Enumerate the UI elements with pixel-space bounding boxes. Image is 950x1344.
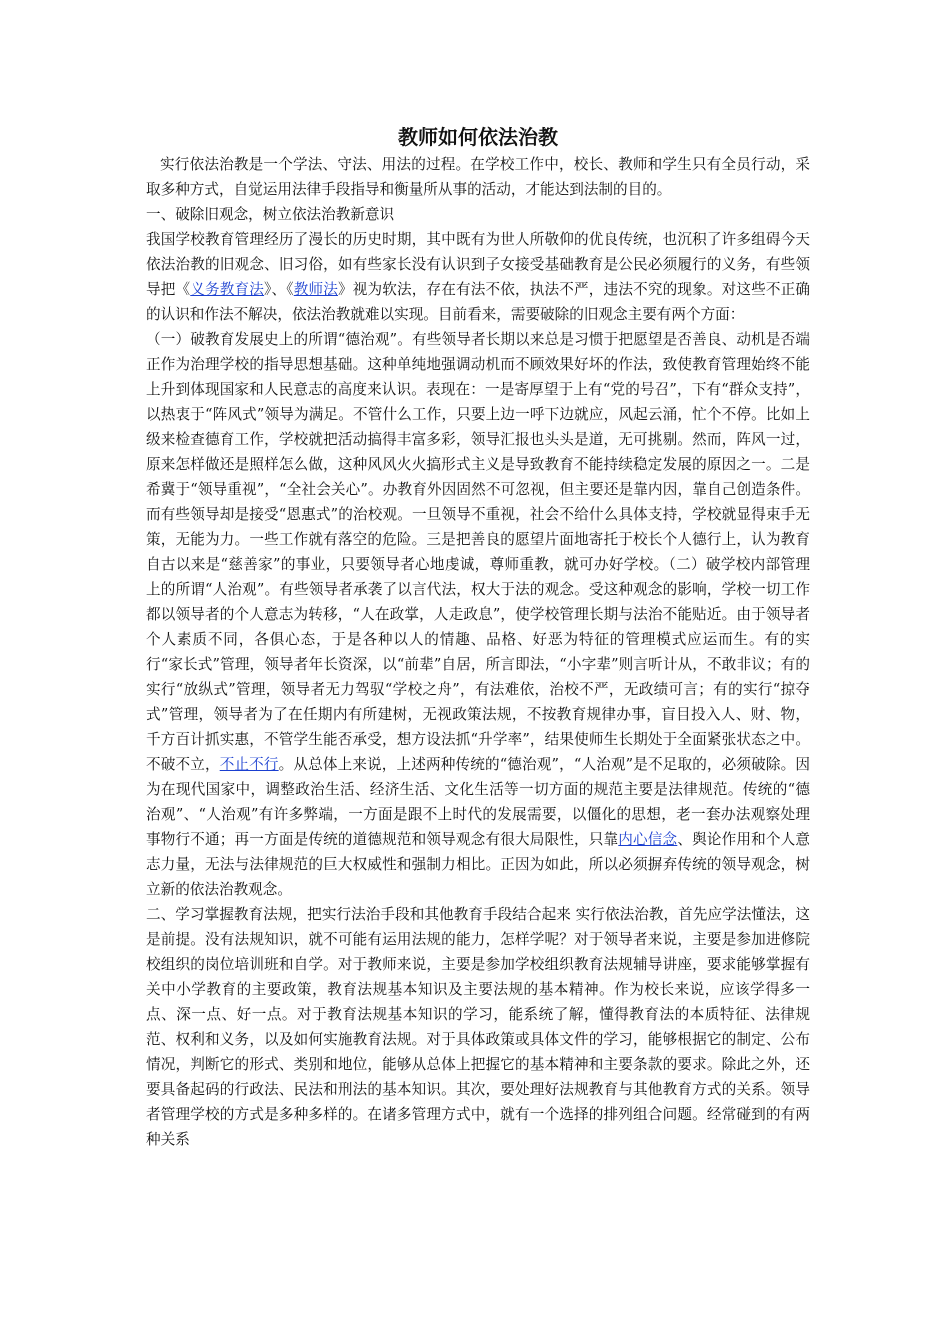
paragraph-1-text-b: 》、《 (264, 281, 294, 298)
paragraph-1-text-a: 我国学校教育管理经历了漫长的历史时期，其中既有为世人所敬仰的优良传统，也沉积了许多组碍今天依法治教的旧观念、旧习俗，如有些家长没有认识到子女接受基础教育是公民必须履行的义务，有些领导把《 (146, 231, 810, 298)
paragraph-2-text-b: 。从总体上来说，上述两种传统的“德治观”，“人治观”是不足取的，必须破除。因为在现代国家中，调整政治生活、经济生活、文化生活等一切方面的规范主要是法律规范。传统的“德治观”、“人治观”有许多弊端，一方面是跟不上时代的发展需要，以僵化的思想，老一套办法观察处理事物行不通；再一方面是传统的道德规范和领导观念有很大局限性，只靠 (146, 756, 810, 848)
intro-paragraph: 实行依法治教是一个学法、守法、用法的过程。在学校工作中，校长、教师和学生只有全员行动，采取多种方式，自觉运用法律手段指导和衡量所从事的活动，才能达到法制的目的。 (146, 156, 810, 198)
paragraph-1-text-c: 》视为软法，存在有法不依，执法不严，违法不究的现象。对这些不正确的认识和作法不解决，依法治教就难以实现。目前看来，需要破除的旧观念主要有两个方面： (146, 281, 810, 323)
link-buzhi-buxing[interactable]: 不止不行 (219, 756, 279, 773)
document-title: 教师如何依法治教 (398, 125, 558, 149)
link-inner-belief[interactable]: 内心信念 (618, 831, 678, 848)
link-teachers-law[interactable]: 教师法 (293, 281, 338, 298)
document-page (146, 122, 810, 1152)
paragraph-1 (146, 227, 810, 327)
link-compulsory-education-law[interactable]: 义务教育法 (190, 281, 265, 298)
paragraph-2-text-c: 、舆论作用和个人意志力量，无法与法律规范的巨大权威性和强制力相比。正因为如此，所以必须摒弃传统的领导观念，树立新的依法治教观念。 (146, 831, 810, 898)
section-heading-1: 一、破除旧观念，树立依法治教新意识 (146, 206, 395, 223)
paragraph-3: 二、学习掌握教育法规，把实行法治手段和其他教育手段结合起来 实行依法治教，首先应学法懂法，这是前提。没有法规知识，就不可能有运用法规的能力，怎样学呢？对于领导者来说，主要是参加进修院校组织的岗位培训班和自学。对于教师来说，主要是参加学校组织教育法规辅导讲座，要求能够掌握有关中小学教育的主要政策，教育法规基本知识及主要法规的基本精神。作为校长来说，应该学得多一点、深一点、好一点。对于教育法规基本知识的学习，能系统了解，懂得教育法的本质特征、法律规范、权利和义务，以及如何实施教育法规。对于具体政策或具体文件的学习，能够根据它的制定、公布情况，判断它的形式、类别和地位，能够从总体上把握它的基本精神和主要条款的要求。除此之外，还要具备起码的行政法、民法和刑法的基本知识。其次，要处理好法规教育与其他教育方式的关系。领导者管理学校的方式是多种多样的。在诸多管理方式中，就有一个选择的排列组合问题。经常碰到的有两种关系 (146, 906, 810, 1148)
paragraph-2 (146, 327, 810, 902)
paragraph-2-text-a: （一）破教育发展史上的所谓“德治观”。有些领导者长期以来总是习惯于把愿望是否善良、动机是否端正作为治理学校的指导思想基础。这种单纯地强调动机而不顾效果好坏的作法，致使教育管理始终不能上升到体现国家和人民意志的高度来认识。表现在：一是寄厚望于上有“党的号召”，下有“群众支持”，以热衷于“阵风式”领导为满足。不管什么工作，只要上边一呼下边就应，风起云涌，忙个不停。比如上级来检查德育工作，学校就把活动搞得丰富多彩，领导汇报也头头是道，无可挑剔。然而，阵风一过，原来怎样做还是照样怎么做，这种风风火火搞形式主义是导致教育不能持续稳定发展的原因之一。二是希冀于“领导重视”，“全社会关心”。办教育外因固然不可忽视，但主要还是靠内因，靠自己创造条件。而有些领导却是接受“恩惠式”的治校观。一旦领导不重视，社会不给什么具体支持，学校就显得束手无策，无能为力。一些工作就有落空的危险。三是把善良的愿望片面地寄托于校长个人德行上，认为教育自古以来是“慈善家”的事业，只要领导者心地虔诚，尊师重教，就可办好学校。（二）破学校内部管理上的所谓“人治观”。有些领导者承袭了以言代法，权大于法的观念。受这种观念的影响，学校一切工作都以领导者的个人意志为转移，“人在政掌，人走政息”，使学校管理长期与法治不能贴近。由于领导者个人素质不同，各俱心态，于是各种以人的情趣、品格、好恶为特征的管理模式应运而生。有的实行“家长式”管理，领导者年长资深，以“前辈”自居，所言即法，“小字辈”则言听计从，不敢非议；有的实行“放纵式”管理，领导者无力驾驭“学校之舟”，有法难依，治校不严，无政绩可言；有的实行“掠夺式”管理，领导者为了在任期内有所建树，无视政策法规，不按教育规律办事，盲目投入人、财、物，千方百计抓实惠，不管学生能否承受，想方设法抓“升学率”，结果使师生长期处于全面紧张状态之中。不破不立， (146, 331, 810, 773)
